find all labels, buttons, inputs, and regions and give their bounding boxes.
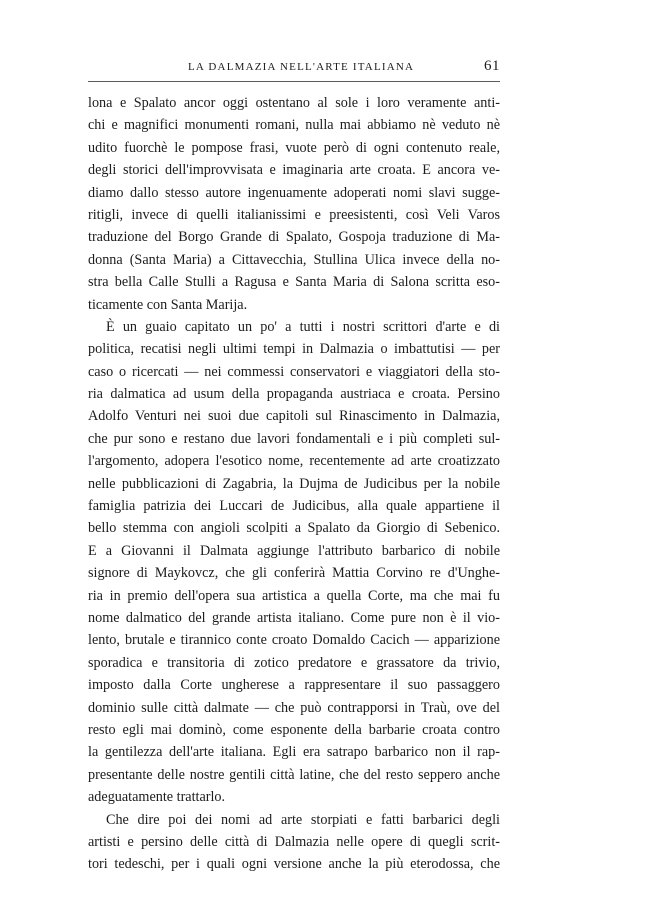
text-line: lona e Spalato ancor oggi ostentano al sole i loro veramente anti- [88, 95, 500, 111]
text-line: diamo dallo stesso autore ingenuamente adoperati nomi slavi sugge- [88, 184, 500, 201]
text-line: nelle pubblicazioni di Zagabria, la Dujma de Judicibus per la nobile [88, 475, 500, 492]
text-line: degli storici dell'improvvisata e imaginaria arte croata. E ancora ve- [88, 162, 500, 179]
text-line: presentante delle nostre gentili città latine, che del resto seppero anche [88, 766, 500, 783]
text-line: politica, recatisi negli ultimi tempi in Dalmazia o imbattutisi — per [88, 341, 500, 358]
text-line: stra bella Calle Stulli a Ragusa e Santa Maria di Salona scritta eso- [88, 274, 500, 291]
text-line: È un guaio capitato un po' a tutti i nostri scrittori d'arte e di [106, 318, 500, 335]
text-line: Che dire poi dei nomi ad arte storpiati e fatti barbarici degli [106, 811, 500, 828]
text-line: nome dalmatico del grande artista italiano. Come pure non è il vio- [88, 609, 500, 626]
text-line: chi e magnifici monumenti romani, nulla mai abbiamo nè veduto nè [88, 117, 500, 134]
text-line: resto egli mai dominò, come esponente della barbarie croata contro [88, 721, 500, 738]
text-line: artisti e persino delle città di Dalmazia nelle opere di quegli scrit- [88, 833, 500, 850]
text-line: bello stemma con angioli scolpiti a Spalato da Giorgio di Sebenico. [88, 520, 500, 537]
body-text [88, 92, 500, 876]
text-line: caso o ricercati — nei commessi conservatori e viaggiatori della sto- [88, 363, 500, 380]
text-line: lento, brutale e tirannico conte croato Domaldo Cacich — apparizione [88, 632, 500, 649]
text-line: la gentilezza dell'arte italiana. Egli era satrapo barbarico non il rap- [88, 744, 500, 761]
text-line: Adolfo Venturi nei suoi due capitoli sul Rinascimento in Dalmazia, [88, 408, 500, 425]
text-line: famiglia patrizia dei Luccari de Judicibus, alla quale appartiene il [88, 498, 500, 515]
header-rule [88, 81, 500, 82]
text-line: ritigli, invece di quelli italianissimi e preesistenti, così Veli Varos [88, 206, 500, 223]
text-line: imposto dalla Corte ungherese a rappresentare il suo passaggero [88, 677, 500, 694]
text-line: sporadica e transitoria di zotico predatore e grassatore da trivio, [88, 654, 500, 671]
text-line: adeguatamente trattarlo. [88, 789, 226, 806]
text-line: ria dalmatica ad usum della propaganda austriaca e croata. Persino [88, 386, 500, 403]
text-line: ria in premio dell'opera sua artistica a quella Corte, ma che mai fu [88, 587, 500, 604]
text-line: E a Giovanni il Dalmata aggiunge l'attributo barbarico di nobile [88, 542, 500, 559]
text-line: udito fuorchè le pompose frasi, vuote però di ogni contenuto reale, [88, 139, 500, 156]
running-head [88, 58, 500, 82]
text-line: traduzione del Borgo Grande di Spalato, Gospoja traduzione di Ma- [88, 229, 500, 246]
text-line: tori tedeschi, per i quali ogni versione anche la più eterodossa, che [88, 856, 500, 873]
text-line: dominio sulle città dalmate — che può contrapporsi in Traù, ove del [88, 699, 500, 716]
running-title: LA DALMAZIA NELL'ARTE ITALIANA [188, 61, 415, 73]
text-line: signore di Maykovcz, che gli conferirà Mattia Corvino re d'Unghe- [88, 565, 500, 582]
text-line: ticamente con Santa Marija. [88, 296, 248, 313]
text-line: che pur sono e restano due lavori fondamentali e i più completi sul- [88, 430, 500, 447]
text-line: donna (Santa Maria) a Cittavecchia, Stullina Ulica invece della no- [88, 251, 500, 268]
page-number: 61 [484, 58, 500, 74]
text-line: l'argomento, adopera l'esotico nome, recentemente ad arte croatizzato [88, 453, 500, 470]
